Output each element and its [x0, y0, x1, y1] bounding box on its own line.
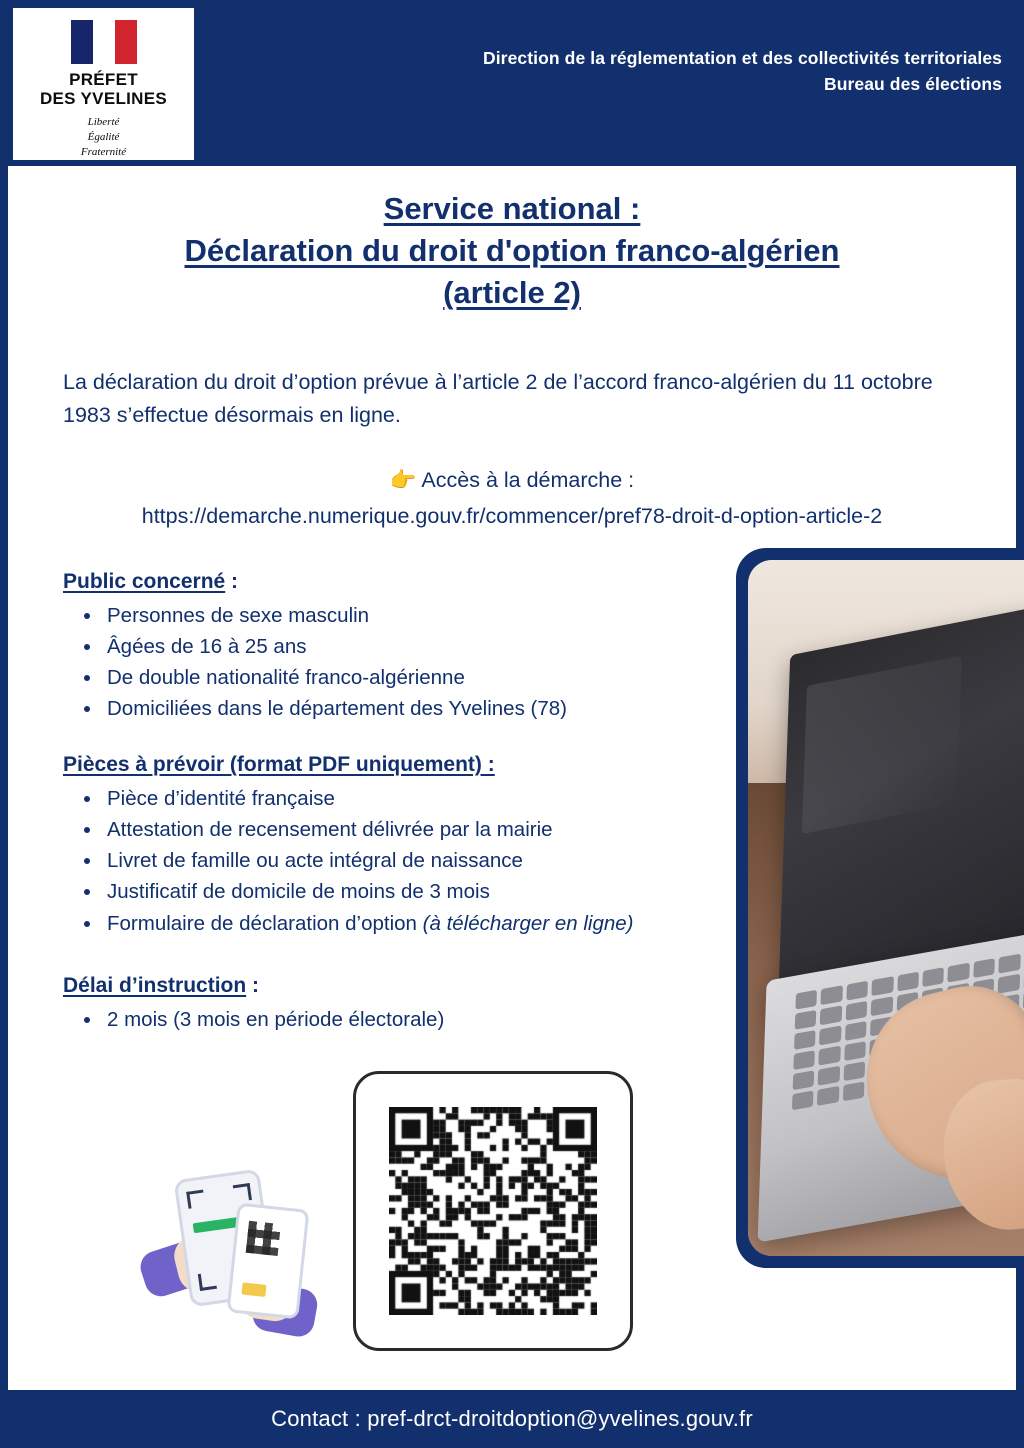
logo-motto: [81, 115, 126, 160]
list-item-note: (à télécharger en ligne): [422, 911, 634, 935]
mini-qr-icon: [246, 1221, 281, 1256]
section-heading: Pièces à prévoir (format PDF uniquement) :: [63, 753, 495, 776]
page-header: [0, 0, 1024, 166]
logo-title-line2: DES YVELINES: [39, 89, 168, 109]
access-label: Accès à la démarche :: [421, 468, 635, 492]
intro-paragraph: La déclaration du droit d’option prévue à l’article 2 de l’accord franco-algérien du 11 octobre 1983 s’effectue désormais en ligne.: [63, 370, 933, 428]
pointing-hand-icon: 👉: [389, 468, 417, 492]
section-heading: Délai d’instruction :: [63, 974, 260, 997]
list-item: • Domiciliées dans le département des Yvelines (78): [103, 693, 763, 724]
section-delai-instruction: [63, 974, 763, 1035]
phone-badge: [241, 1282, 266, 1296]
header-direction-line: Direction de la réglementation et des collectivités territoriales: [482, 48, 1002, 68]
section-list: [63, 600, 763, 725]
list-item-with-note: [103, 908, 763, 939]
french-flag-icon: [71, 20, 137, 64]
list-item: • 2 mois (3 mois en période électorale): [103, 1004, 763, 1035]
phone-with-qr: [226, 1203, 309, 1320]
page-footer: [0, 1390, 1024, 1448]
list-item: • Pièce d’identité française: [103, 783, 763, 814]
list-item: • De double nationalité franco-algérienne: [103, 662, 763, 693]
motto-egalite: Égalité: [87, 130, 120, 143]
page-title-line1: Service national :: [383, 191, 641, 226]
access-url[interactable]: https://demarche.numerique.gouv.fr/commencer/pref78-droit-d-option-article-2: [141, 504, 883, 529]
section-heading: Public concerné :: [63, 570, 239, 593]
content-sheet: [8, 166, 1016, 1390]
list-item-text: Formulaire de déclaration d’option: [107, 911, 423, 935]
qr-code-block[interactable]: [353, 1071, 633, 1351]
header-department-text: [483, 45, 1002, 98]
section-public-concerne: [63, 570, 763, 725]
list-item: • Livret de famille ou acte intégral de naissance: [103, 845, 763, 876]
list-item: • Âgées de 16 à 25 ans: [103, 631, 763, 662]
hands-scanning-phone-illustration: [136, 1166, 321, 1341]
logo-title-line1: PRÉFET: [69, 70, 138, 89]
section-list: [63, 783, 763, 939]
contact-email[interactable]: Contact : pref-drct-droitdoption@yvelines.gouv.fr: [271, 1406, 753, 1431]
list-item: • Justificatif de domicile de moins de 3 mois: [103, 876, 763, 907]
page-title-line2: Déclaration du droit d'option franco-algérien: [184, 232, 840, 268]
page-title: [8, 188, 1016, 314]
header-bureau-line: Bureau des élections: [823, 74, 1002, 95]
section-pieces-a-prevoir: [63, 753, 763, 939]
list-item: • Attestation de recensement délivrée par la mairie: [103, 814, 763, 845]
photo-inner: [748, 560, 1024, 1256]
qr-code[interactable]: [389, 1107, 597, 1315]
list-item: • Personnes de sexe masculin: [103, 600, 763, 631]
motto-liberte: Liberté: [87, 116, 120, 129]
access-block: [8, 463, 1016, 534]
prefecture-logo: [13, 8, 194, 160]
laptop-typing-photo: [736, 548, 1024, 1268]
motto-fraternite: Fraternité: [80, 145, 127, 158]
logo-title: [40, 70, 167, 108]
section-list: [63, 1004, 763, 1035]
page-title-line3: (article 2): [443, 274, 581, 310]
